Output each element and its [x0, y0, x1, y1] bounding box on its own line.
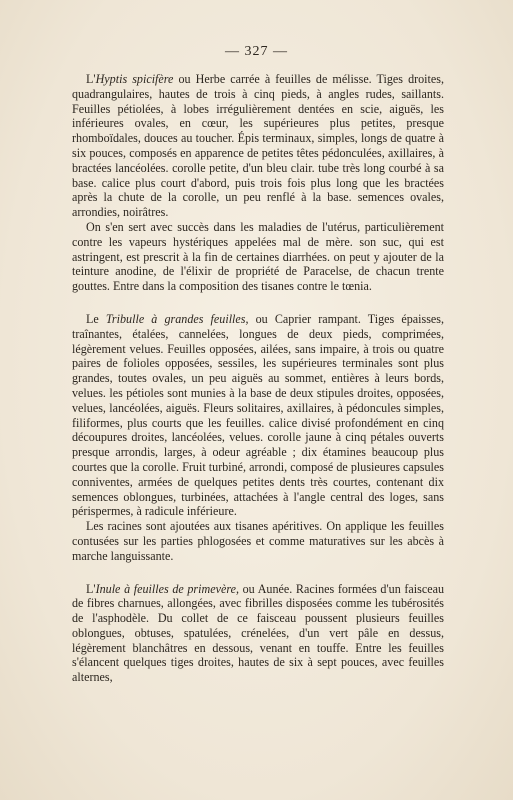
lead-pre: Le [86, 311, 106, 326]
species-name: Hyptis spicifère [95, 72, 174, 86]
lead-pre: L' [86, 72, 96, 86]
paragraph-hyptis-uses [72, 220, 444, 294]
paragraph-hyptis [72, 72, 444, 220]
species-name: Inule à feuilles de primevère, [95, 581, 239, 596]
paragraph-text: ou Aunée. Racines formées d'un faisceau de fibres charnues, allongées, avec fibrilles disposées comme les tubérosités de l'asphodèle. Du collet de ce faisceau poussent plusieurs feuilles oblongues, obtuses, spatulées, crénelées, d'un vert pâle en dessus, légèrement blanchâtres en dessous, venant en touffe. Entre les feuilles s'élancent quelques tiges droites, hautes de six à sept pouces, avec feuilles alternes, [72, 581, 444, 685]
paragraph-tribulle-uses [72, 519, 444, 563]
paragraph-text: On s'en sert avec succès dans les maladies de l'utérus, particulièrement contre les vapeurs hystériques appelées mal de mère. son suc, qui est astringent, est prescrit à la fin de certaines diarrhées. on peut y ajouter de la teinture anodine, de l'élixir de propriété de Paracelse, de chacun trente gouttes. Entre dans la composition des tisanes contre le tœnia. [72, 219, 444, 294]
species-name: Tribulle à grandes feuilles, [105, 311, 249, 326]
paragraph-inule [72, 582, 444, 686]
paragraph-text: Les racines sont ajoutées aux tisanes apéritives. On applique les feuilles contusées sur les parties phlogosées et comme maturatives sur les abcès à marche languissante. [72, 519, 444, 563]
paragraph-text: ou Caprier rampant. Tiges épaisses, traînantes, étalées, cannelées, longues de deux pieds, comprimées, légèrement velues. Feuilles opposées, ailées, sans impaire, à trois ou quatre paires de folioles opposées, sessiles, les supérieures terminales sont plus grandes, toutes ovales, un peu aiguës au sommet, entières à leurs bords, velues. les pétioles sont munies à la base de deux stipules droites, opposées, velues, lancéolées, aiguës. Fleurs solitaires, axillaires, à pédoncules simples, filiformes, plus courts que les feuilles. calice divisé profondément en cinq découpures droites, lancéolées, velues. corolle jaune à cinq pétales ouverts presque arrondis, larges, à odeur agréable ; dix étamines beaucoup plus courtes que la corolle. Fruit turbiné, arrondi, composé de plusieures capsules conniventes, armées de quelques petites dents très courtes, contenant dix semences oblongues, turbinées, attachées à l'angle central des loges, sans périspermes, à radicule inférieure. [72, 311, 444, 519]
lead-pre: L' [86, 581, 96, 596]
text-body [72, 72, 444, 685]
page-number: — 327 — [225, 44, 288, 59]
paragraph-text: ou Herbe carrée à feuilles de mélisse. Tiges droites, quadrangulaires, hautes de trois à cinq pieds, à angles rudes, saillants. Feuilles pétiolées, à lobes irrégulièrement dentées en scie, aiguës, les inférieures ovales, en cœur, les supérieures plus petites, presque rhomboïdales, douces au toucher. Épis terminaux, simples, longs de quatre à six pouces, composés en apparence de petites têtes pédonculées, axillaires, à bractées lancéolées. corolle petite, d'un bleu clair. tube très long courbé à sa base. calice plus court d'abord, puis trois fois plus long que les bractées après la chute de la corolle, un peu renflé à la base. semences ovales, arrondies, noirâtres. [72, 72, 445, 220]
paragraph-tribulle [72, 312, 444, 519]
